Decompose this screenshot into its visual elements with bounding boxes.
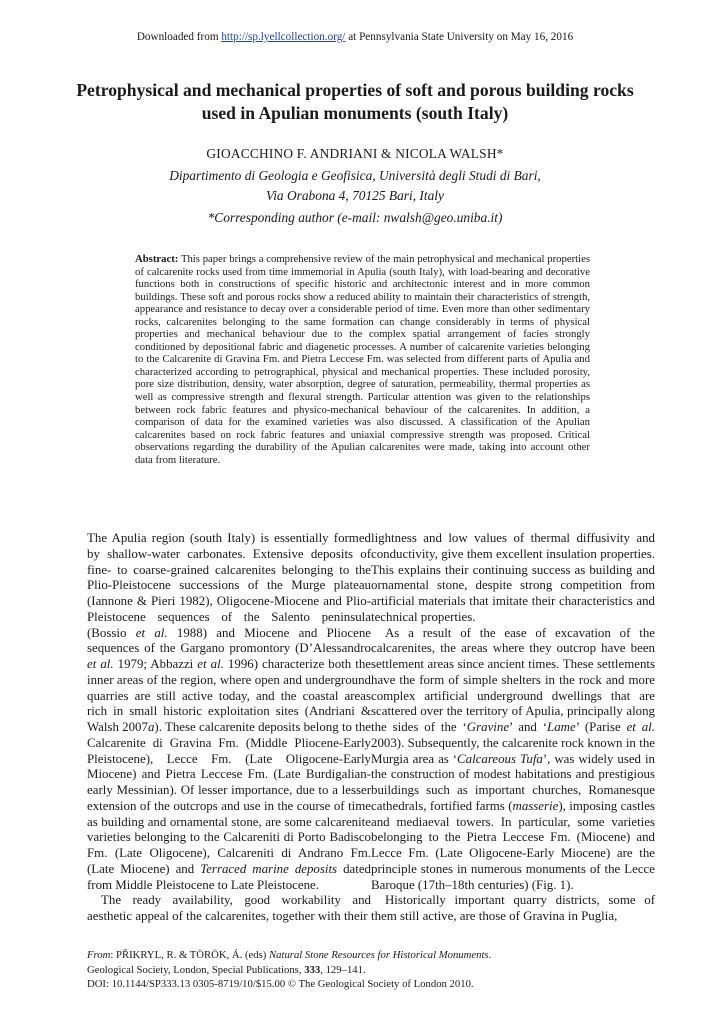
abstract bbox=[135, 253, 590, 466]
footer-series-line: Geological Society, London, Special Publications, 333, 129–141. bbox=[87, 963, 366, 976]
citation-footer bbox=[87, 948, 647, 992]
footer-source-line: From: PŘIKRYL, R. & TÖRÖK, Á. (eds) Natural Stone Resources for Historical Monuments. bbox=[87, 949, 492, 961]
author-affiliation bbox=[0, 166, 710, 206]
footer-doi-line: DOI: 10.1144/SP333.13 0305-8719/10/$15.00 © The Geological Society of London 2010. bbox=[87, 978, 474, 991]
abstract-label: Abstract: bbox=[135, 253, 179, 265]
download-notice bbox=[0, 31, 710, 43]
download-suffix: at Pennsylvania State University on May 16, 2016 bbox=[345, 31, 574, 43]
affiliation-line-2: Via Orabona 4, 70125 Bari, Italy bbox=[266, 188, 444, 203]
body-paragraph: As a result of the ease of excavation of the calcarenites, the areas where they outcrop have been settlement areas since ancient times. These settlements have the form of simple shelters in the rock and more complex artificial underground dwellings that are scattered over the territory of Apulia, principally along the sides of the ‘Gravine’ and ‘Lame’ (Parise et al. 2003). Subsequently, the calcarenite rock known in the Murgia area as ‘Calcareous Tufa’, was widely used in the construction of modest habitations and prestigious buildings such as important churches, Romanesque cathedrals, fortified farms (masserie), imposing castles and mediaeval towers. In particular, some varieties belonging to the Pietra Leccese Fm. (Miocene) and Lecce Fm. (Late Oligocene-Early Miocene) are the principle stones in numerous monuments of the Lecce Baroque (17th–18th centuries) (Fig. 1). bbox=[371, 625, 655, 892]
affiliation-line-1: Dipartimento di Geologia e Geofisica, Università degli Studi di Bari, bbox=[169, 168, 541, 183]
download-link[interactable]: http://sp.lyellcollection.org/ bbox=[221, 31, 346, 43]
article-title: Petrophysical and mechanical properties of soft and porous building rocks used in Apulian monuments (south Italy) bbox=[76, 80, 634, 123]
body-paragraph: Historically important quarry districts, some of them still active, are those of Gravina in Puglia, bbox=[371, 893, 655, 923]
corresponding-author: *Corresponding author (e-mail: nwalsh@geo.uniba.it) bbox=[207, 210, 503, 225]
body-paragraph: lightness and low values of thermal diffusivity and conductivity, give them excellent insulation properties. This explains their continuing success as building and ornamental stone, despite strong competition from artificial materials that imitate their characteristics and technical properties. bbox=[371, 531, 655, 624]
body-column-right bbox=[371, 531, 655, 925]
abstract-text: This paper brings a comprehensive review of the main petrophysical and mechanical properties of calcarenite rocks used from time immemorial in Apulia (south Italy), with load-bearing and decorative functions both in constructions of specific historic and architectonic interest and in more common buildings. These soft and porous rocks show a reduced ability to maintain their characteristics of strength, appearance and resistance to decay over a considerable period of time. Even more than other sedimentary rocks, calcarenites belonging to the same formation can change considerably in terms of physical properties and mechanical behaviour due to the complex spatial arrangement of facies strongly conditioned by depositional fabric and diagenetic processes. A number of calcarenite varieties belonging to the Calcarenite di Gravina Fm. and Pietra Leccese Fm. was selected from different parts of Apulia and characterized according to petrographical, physical and mechanical properties. These included porosity, pore size distribution, density, water absorption, degree of saturation, permeability, thermal properties as well as compressive strength and flexural strength. Particular attention was given to the relationships between rock fabric features and physico-mechanical behaviour of the calcarenites. In addition, a comparison of data for the examined varieties was also discussed. A classification of the Apulian calcarenites based on rock fabric features and uniaxial compressive strength was proposed. Critical observations regarding the durability of the Apulian calcarenites were made, taking into account other data from literature. bbox=[135, 253, 590, 466]
download-prefix: Downloaded from bbox=[136, 31, 222, 43]
body-paragraph: The ready availability, good workability and aesthetic appeal of the calcarenites, together with their bbox=[87, 893, 371, 923]
body-column-left bbox=[87, 531, 371, 925]
article-authors: GIOACCHINO F. ANDRIANI & NICOLA WALSH* bbox=[206, 146, 504, 161]
body-paragraph: The Apulia region (south Italy) is essentially formed by shallow-water carbonates. Extensive deposits of fine- to coarse-grained calcarenites belonging to the Plio-Pleistocene successions of the Murge plateau (Iannone & Pieri 1982), Oligocene-Miocene and Plio-Pleistocene sequences of the Salento peninsula (Bossio et al. 1988) and Miocene and Pliocene sequences of the Gargano promontory (D’Alessandro et al. 1979; Abbazzi et al. 1996) characterize both the inner areas of the region, where open and underground quarries are still active today, and the coastal areas rich in small historic exploitation sites (Andriani & Walsh 2007a). These calcarenite deposits belong to the Calcarenite di Gravina Fm. (Middle Pliocene-Early Pleistocene), Lecce Fm. (Late Oligocene-Early Miocene) and Pietra Leccese Fm. (Late Burdigalian-early Messinian). Of lesser importance, due to a lesser extension of the outcrops and use in the course of time as building and ornamental stone, are some calcarenite varieties belonging to the Calcareniti di Porto Badisco Fm. (Late Oligocene), Calcareniti di Andrano Fm. (Late Miocene) and Terraced marine deposits dated from Middle Pleistocene to Late Pleistocene. bbox=[87, 531, 372, 892]
